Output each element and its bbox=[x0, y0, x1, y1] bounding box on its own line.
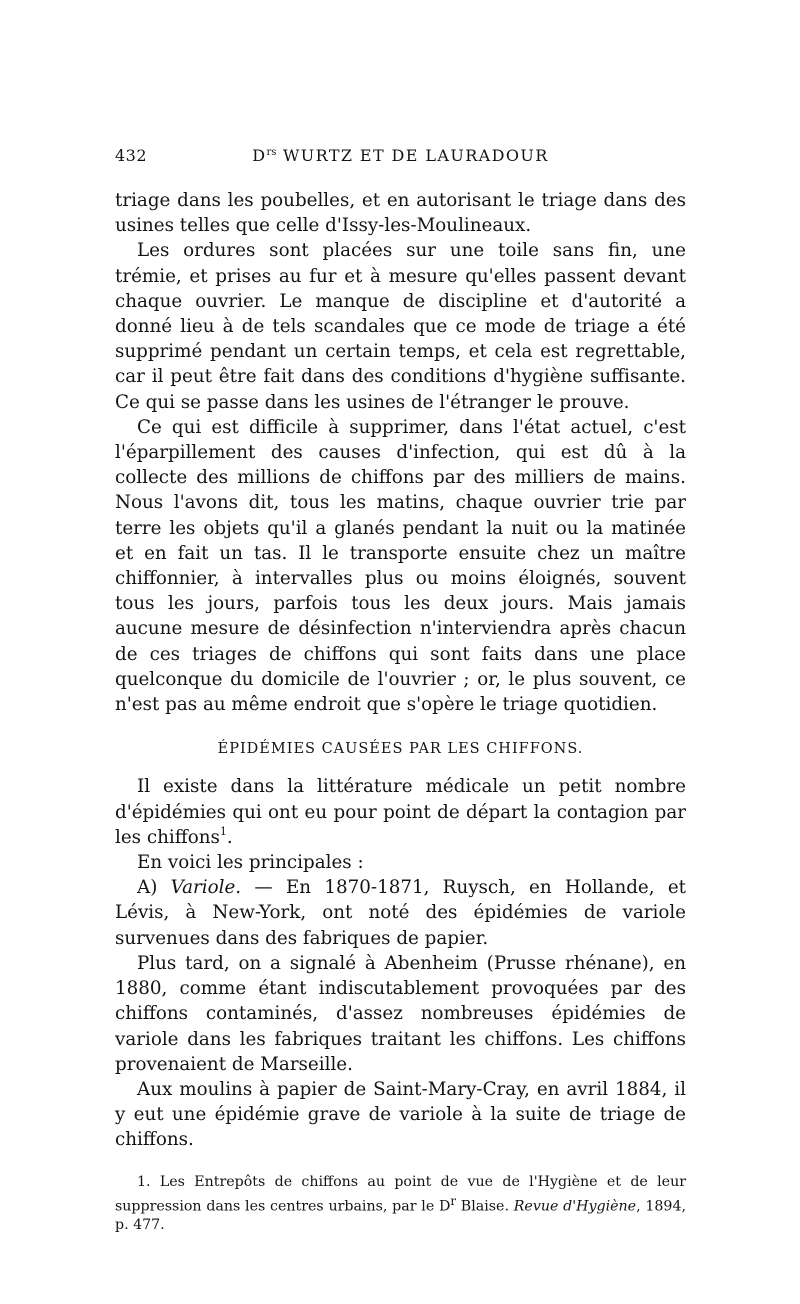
paragraph-4-text: Il existe dans la littérature médicale un petit nombre d'épidémies qui ont eu pour point de départ la contagion par les chiffons bbox=[115, 776, 686, 848]
title-rest: WURTZ ET DE LAURADOUR bbox=[276, 146, 549, 165]
running-head bbox=[115, 140, 686, 166]
footnote-journal: Revue d'Hygiène bbox=[513, 1198, 637, 1215]
footnote bbox=[115, 1173, 686, 1236]
paragraph-2: Les ordures sont placées sur une toile sans fin, une trémie, et prises au fur et à mesure qu'elles passent devant chaque ouvrier. Le manque de discipline et d'autorité a donné lieu à de tels scandales que ce mode de triage a été supprimé pendant un certain temps, et cela est regrettable, car il peut être fait dans des conditions d'hygiène suffisante. Ce qui se passe dans les usines de l'étranger le prouve. bbox=[115, 240, 686, 413]
body-text bbox=[115, 188, 686, 1153]
disease-name: Variole. bbox=[170, 877, 242, 899]
footnote-reference: 1 bbox=[219, 824, 227, 838]
paragraph-8: Aux moulins à papier de Saint-Mary-Cray, en avril 1884, il y eut une épidémie grave de variole à la suite de triage de chiffons. bbox=[115, 1078, 686, 1151]
running-title bbox=[115, 146, 686, 165]
paragraph-6 bbox=[115, 875, 686, 951]
paragraph-1: triage dans les poubelles, et en autorisant le triage dans des usines telles que celle d'Issy-les-Moulineaux. bbox=[115, 190, 686, 237]
paragraph-6-text: — En 1870-1871, Ruysch, en Hollande, et Lévis, à New-York, ont noté des épidémies de variole survenues dans des fabriques de papier. bbox=[115, 877, 686, 949]
footnote-tail: , 1894, p. 477. bbox=[115, 1198, 686, 1234]
paragraph-5: En voici les principales : bbox=[137, 852, 364, 874]
paragraph-4 bbox=[115, 774, 686, 850]
paragraph-4-end: . bbox=[226, 826, 233, 848]
footnote-author: Blaise. bbox=[456, 1198, 514, 1215]
paragraph-3: Ce qui est difficile à supprimer, dans l'état actuel, c'est l'éparpillement des causes d'infection, qui est dû à la collecte des millions de chiffons par des milliers de mains. Nous l'avons dit, tous les matins, chaque ouvrier trie par terre les objets qu'il a glanés pendant la nuit ou la matinée et en fait un tas. Il le transporte ensuite chez un maître chiffonnier, à intervalles plus ou moins éloignés, souvent tous les jours, parfois tous les deux jours. Mais jamais aucune mesure de désinfection n'interviendra après chacun de ces triages de chiffons qui sont faits dans une place quelconque du domicile de l'ouvrier ; or, le plus souvent, ce n'est pas au même endroit que s'opère le triage quotidien. bbox=[115, 416, 686, 716]
title-prefix: D bbox=[252, 146, 267, 165]
page-number: 432 bbox=[115, 146, 148, 165]
section-heading: ÉPIDÉMIES CAUSÉES PAR LES CHIFFONS. bbox=[217, 741, 584, 758]
list-label: A) bbox=[137, 877, 171, 899]
footnote-text: 1. Les Entrepôts de chiffons au point de vue de l'Hygiène et de leur suppression dans les centres urbains, par le D bbox=[115, 1173, 686, 1215]
book-page bbox=[115, 140, 686, 1235]
footnote-sup: r bbox=[450, 1193, 457, 1208]
paragraph-7: Plus tard, on a signalé à Abenheim (Prusse rhénane), en 1880, comme étant indiscutablement provoquées par des chiffons contaminés, d'assez nombreuses épidémies de variole dans les fabriques traitant les chiffons. Les chiffons provenaient de Marseille. bbox=[115, 952, 686, 1075]
title-prefix-sup: rs bbox=[266, 147, 277, 158]
